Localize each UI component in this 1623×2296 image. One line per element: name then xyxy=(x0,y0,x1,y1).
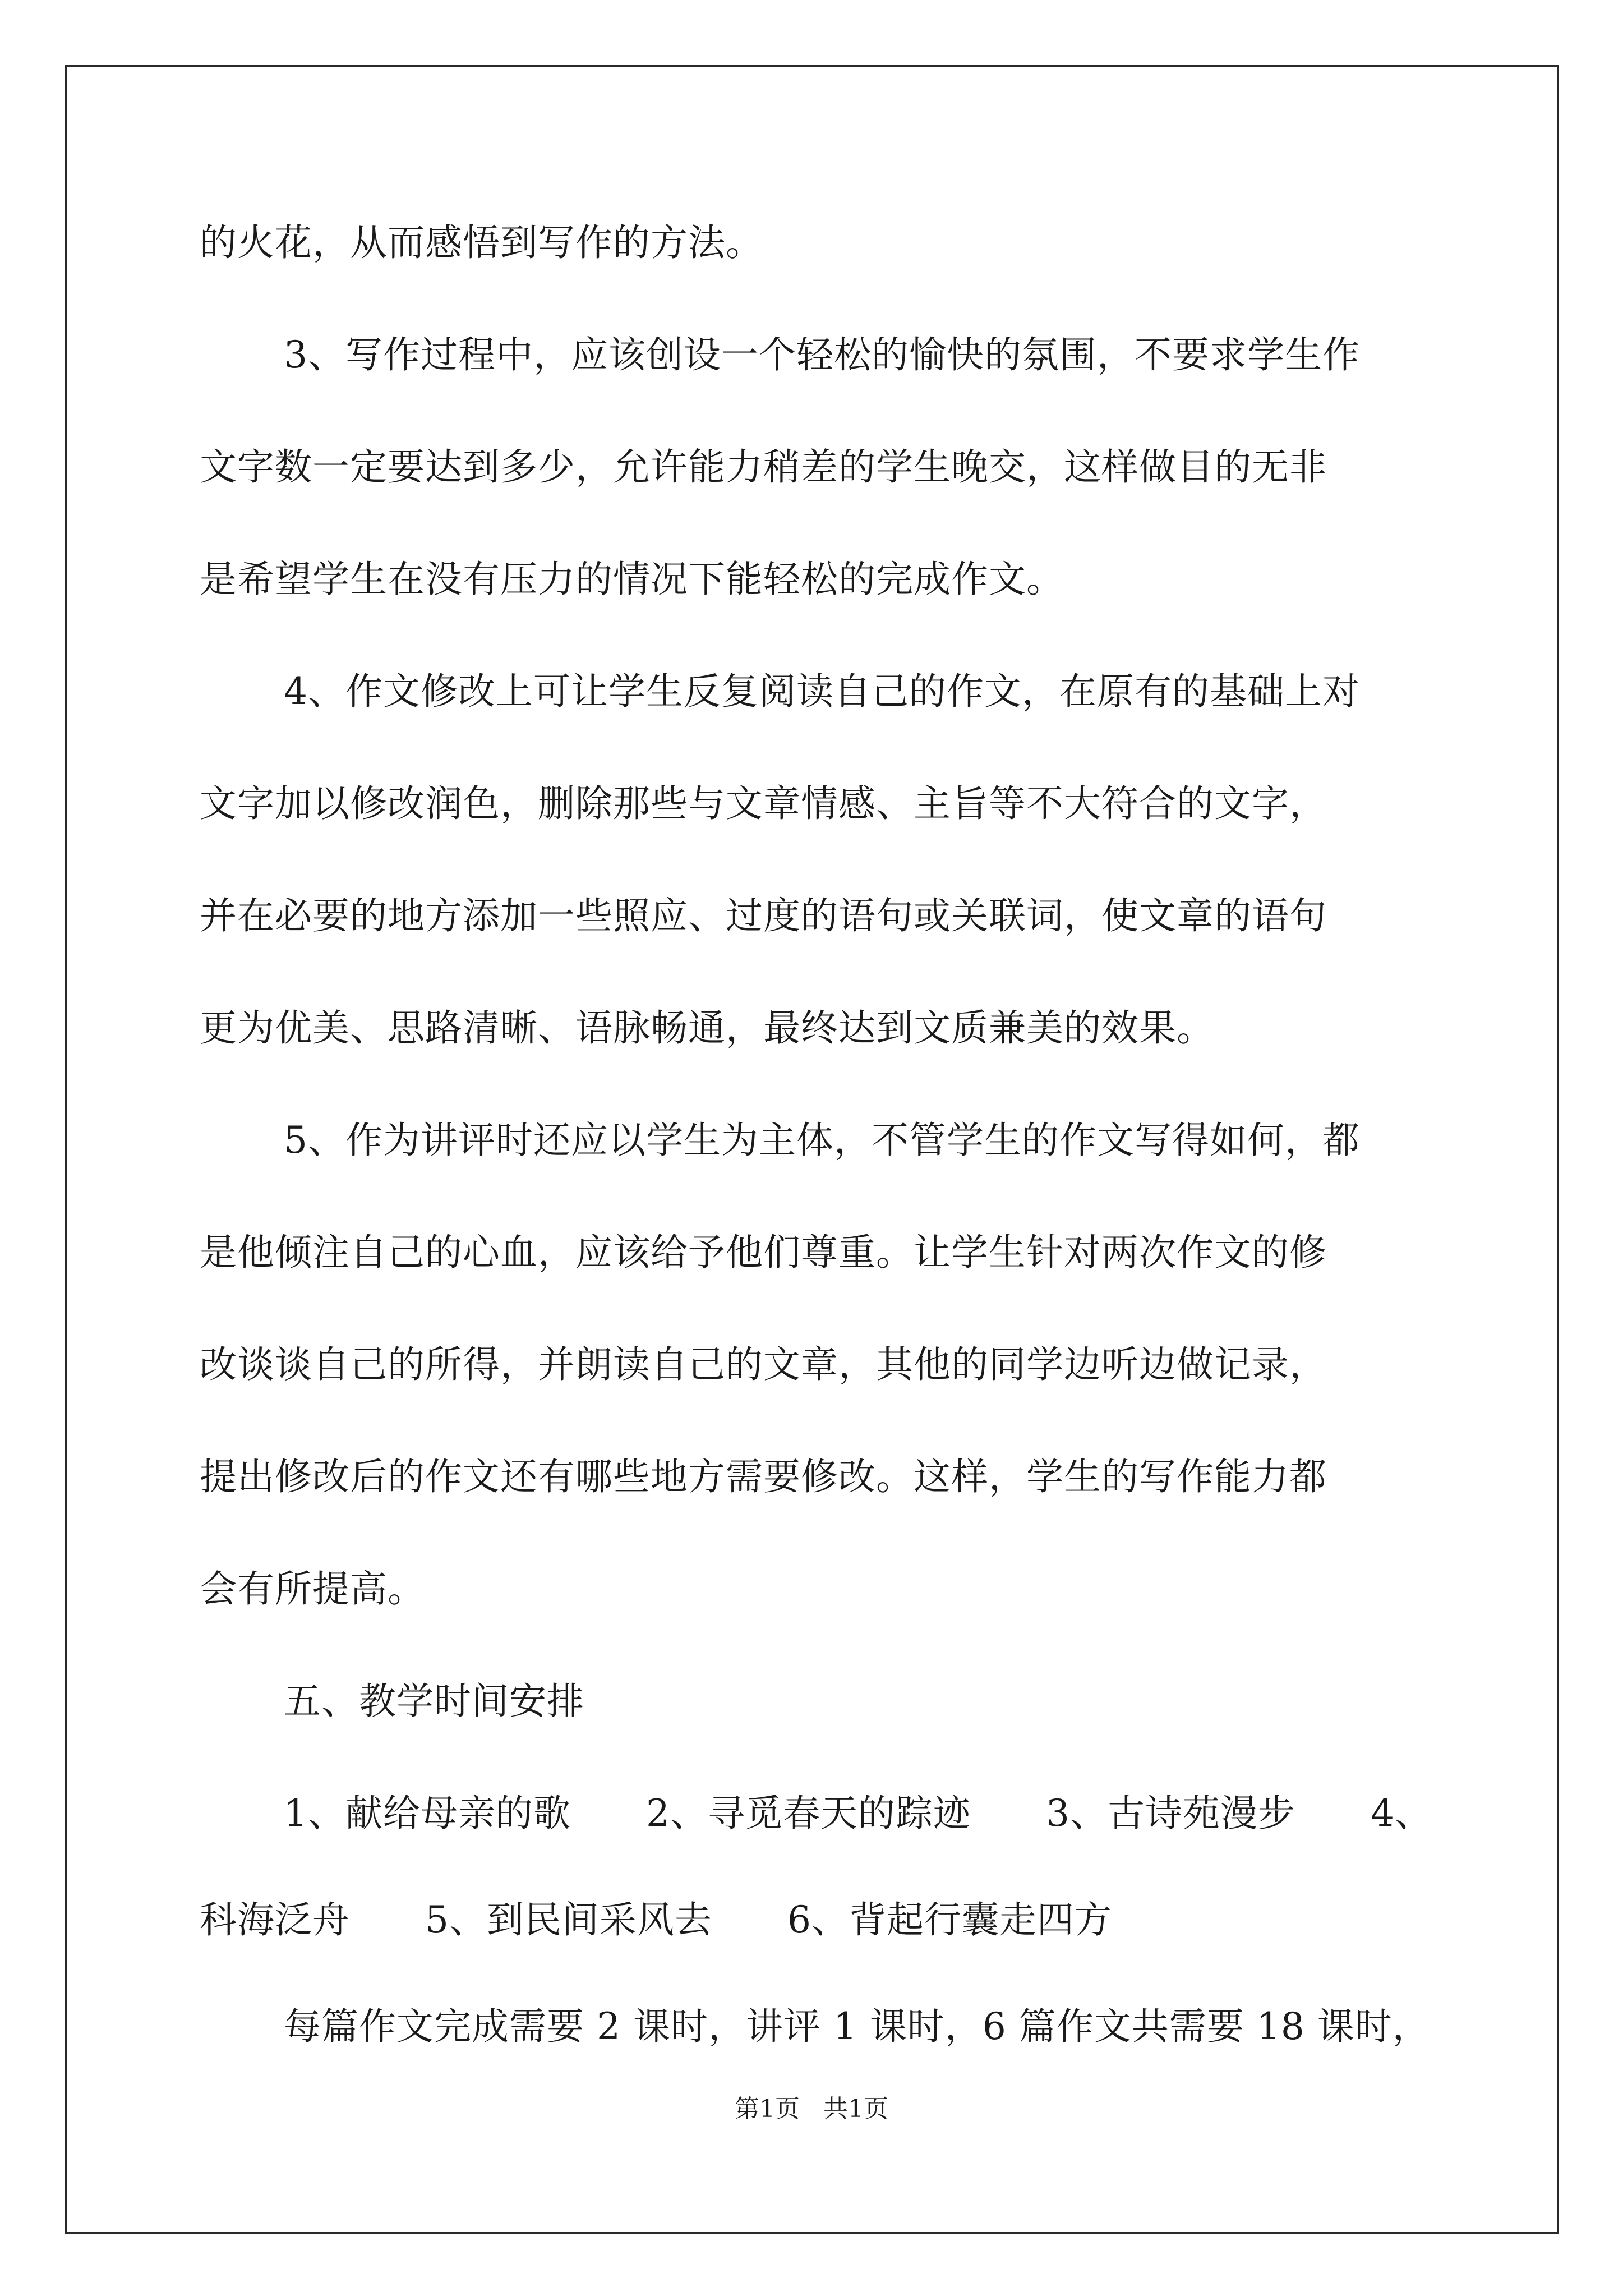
text-line: 是他倾注自己的心血，应该给予他们尊重。让学生针对两次作文的修 xyxy=(200,1231,1327,1274)
section-heading: 五、教学时间安排 xyxy=(284,1680,584,1723)
text-line: 改谈谈自己的所得，并朗读自己的文章，其他的同学边听边做记录， xyxy=(200,1343,1327,1386)
page-footer: 第1页 共1页 xyxy=(735,2095,888,2123)
text-line: 会有所提高。 xyxy=(200,1567,425,1611)
paragraph-4-line: 4、作文修改上可让学生反复阅读自己的作文，在原有的基础上对 xyxy=(284,670,1360,713)
text-line: 提出修改后的作文还有哪些地方需要修改。这样，学生的写作能力都 xyxy=(200,1455,1327,1498)
text-line: 并在必要的地方添加一些照应、过度的语句或关联词，使文章的语句 xyxy=(200,894,1327,937)
text-line: 文字数一定要达到多少，允许能力稍差的学生晚交，这样做目的无非 xyxy=(200,445,1327,489)
text-line: 更为优美、思路清晰、语脉畅通，最终达到文质兼美的效果。 xyxy=(200,1006,1214,1050)
text-line: 文字加以修改润色，删除那些与文章情感、主旨等不大符合的文字， xyxy=(200,782,1327,825)
schedule-line: 1、献给母亲的歌 2、寻觅春天的踪迹 3、古诗苑漫步 4、 xyxy=(284,1792,1432,1835)
paragraph-3-line: 3、写作过程中，应该创设一个轻松的愉快的氛围，不要求学生作 xyxy=(284,333,1360,376)
text-line: 是希望学生在没有压力的情况下能轻松的完成作文。 xyxy=(200,558,1064,601)
schedule-line: 科海泛舟 5、到民间采风去 6、背起行囊走四方 xyxy=(200,1898,1112,1941)
paragraph-5-line: 5、作为讲评时还应以学生为主体，不管学生的作文写得如何，都 xyxy=(284,1119,1360,1162)
schedule-summary-line: 每篇作文完成需要 2 课时，讲评 1 课时，6 篇作文共需要 18 课时， xyxy=(284,2005,1430,2048)
text-line: 的火花，从而感悟到写作的方法。 xyxy=(200,221,763,264)
